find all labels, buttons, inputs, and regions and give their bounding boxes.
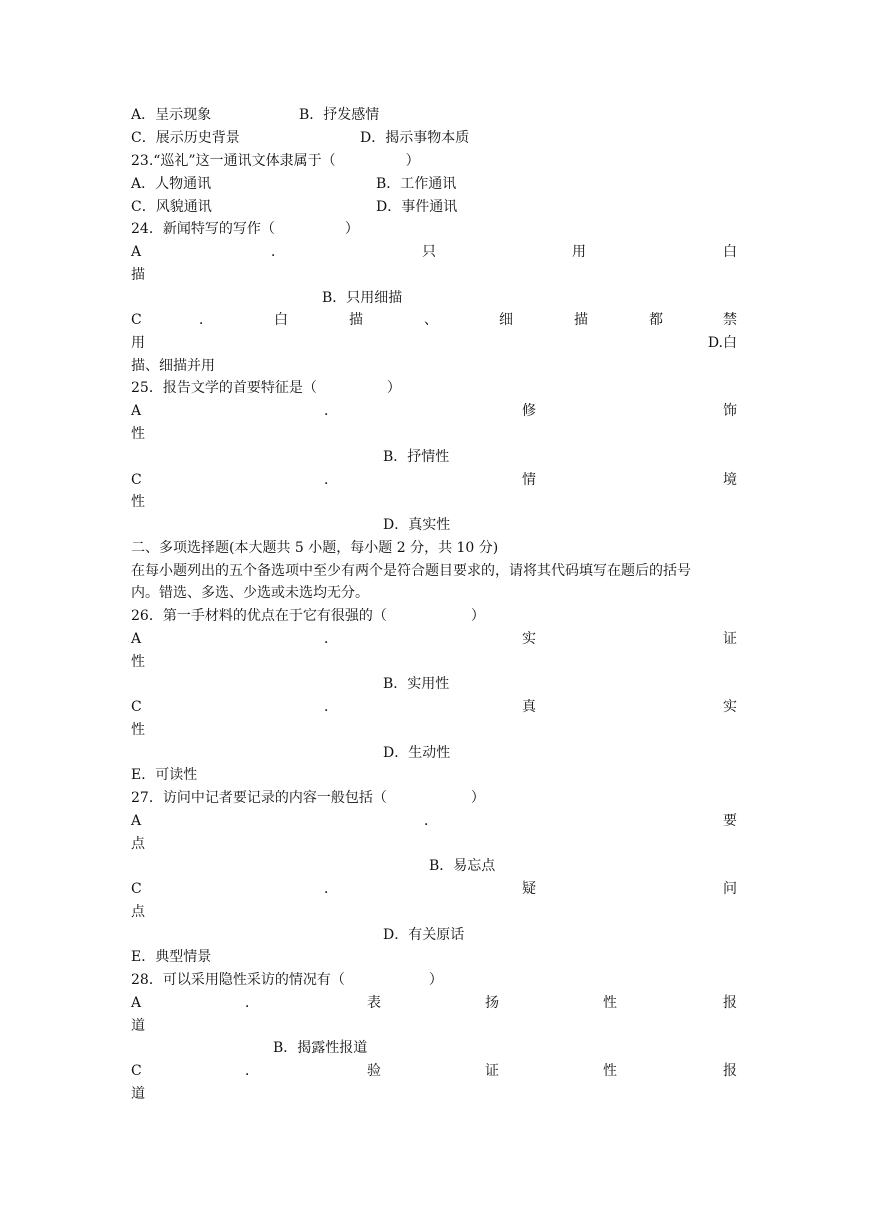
- q23-option-b: B．工作通讯: [376, 176, 457, 192]
- q26-option-c-char: 真: [522, 699, 536, 715]
- q24-option-a-letter: A: [131, 244, 142, 260]
- q26-option-b: B．实用性: [383, 676, 450, 692]
- q27-option-b: B．易忘点: [429, 858, 496, 874]
- q26-option-b-line: [131, 673, 737, 695]
- q25-option-c-char: 境: [723, 472, 737, 488]
- q26-stem: 26．第一手材料的优点在于它有很强的（ ）: [131, 608, 485, 624]
- q25-option-b-line: [131, 446, 737, 468]
- q24-option-c-letter: C: [131, 312, 142, 328]
- q27-option-c-dot: ．: [324, 881, 338, 897]
- q27-option-c-char: 问: [723, 881, 737, 897]
- q27-option-a-char: 点: [131, 836, 145, 852]
- q24-option-c-char: 都: [649, 312, 663, 328]
- q25-option-d: D．真实性: [383, 517, 451, 533]
- q25-option-a-dot: ．: [324, 403, 338, 419]
- q27-option-a-letter: A: [131, 813, 142, 829]
- q25-option-c-wrap: [131, 491, 737, 513]
- q24-option-c-char: 禁: [723, 312, 737, 328]
- q27-option-c-char: 点: [131, 904, 145, 920]
- q24-option-c-char: 描: [349, 312, 363, 328]
- q24-option-b: B．只用细描: [322, 290, 403, 306]
- q28-option-a-char: 性: [603, 995, 617, 1011]
- q25-option-c-letter: C: [131, 472, 142, 488]
- section-instruction-line-2: 内。错选、多选、少选或未选均无分。: [131, 585, 369, 601]
- q25-option-c-line: [131, 469, 737, 491]
- q28-option-c-char: 报: [723, 1063, 737, 1079]
- q28-option-a-char: 道: [131, 1018, 145, 1034]
- q27-option-e: E．典型情景: [131, 949, 212, 965]
- q26-option-c-letter: C: [131, 699, 142, 715]
- q24-option-a-wrap: [131, 264, 737, 286]
- q27-option-b-line: [131, 855, 737, 877]
- q22-option-a: A．呈示现象: [131, 107, 212, 123]
- q27-option-c-wrap: [131, 901, 737, 923]
- q28-option-c-char: 性: [603, 1063, 617, 1079]
- q25-stem: 25．报告文学的首要特征是（ ）: [131, 380, 401, 396]
- q26-option-c-char: 性: [131, 722, 145, 738]
- q27-option-a-dot: ．: [424, 813, 438, 829]
- q26-option-a-wrap: [131, 651, 737, 673]
- q26-option-a-line: [131, 628, 737, 650]
- q28-option-a-dot: ．: [245, 995, 259, 1011]
- q25-option-a-char: 性: [131, 426, 145, 442]
- q27-option-a-wrap: [131, 833, 737, 855]
- q28-option-a-char: 报: [723, 995, 737, 1011]
- q22-option-d: D．揭示事物本质: [360, 130, 470, 146]
- q26-option-d-line: [131, 742, 737, 764]
- q24-option-c-char: 细: [499, 312, 513, 328]
- q24-option-a-line: [131, 241, 737, 263]
- q28-stem: 28．可以采用隐性采访的情况有（ ）: [131, 972, 443, 988]
- q25-option-b: B．抒情性: [383, 449, 450, 465]
- q23-option-c: C．风貌通讯: [131, 199, 212, 215]
- q24-option-c-line: [131, 309, 737, 331]
- q25-option-c-char: 情: [522, 472, 536, 488]
- q28-option-a-letter: A: [131, 995, 142, 1011]
- q24-option-c-char: 白: [274, 312, 288, 328]
- q27-option-a-char: 要: [723, 813, 737, 829]
- q24-option-cd-line: [131, 332, 737, 354]
- q26-option-e-line: [131, 764, 737, 786]
- q27-option-a-line: [131, 810, 737, 832]
- q27-stem: 27．访问中记者要记录的内容一般包括（ ）: [131, 790, 485, 806]
- q23-option-d: D．事件通讯: [376, 199, 458, 215]
- q28-option-c-char: 验: [367, 1063, 381, 1079]
- q26-option-a-char: 证: [723, 631, 737, 647]
- q25-option-d-line: [131, 514, 737, 536]
- q24-option-d-rest: 描、细描并用: [131, 358, 215, 374]
- q22-options-row-1: [131, 104, 737, 126]
- q26-option-c-line: [131, 696, 737, 718]
- q25-option-a-char: 修: [522, 403, 536, 419]
- q23-option-a: A．人物通讯: [131, 176, 212, 192]
- q23-options-row-2: [131, 196, 737, 218]
- q26-option-a-char: 性: [131, 654, 145, 670]
- q25-option-a-wrap: [131, 423, 737, 445]
- q24-option-b-line: [131, 287, 737, 309]
- q25-option-a-char: 饰: [723, 403, 737, 419]
- q28-option-a-line: [131, 992, 737, 1014]
- q28-option-c-char: 道: [131, 1086, 145, 1102]
- q22-options-row-2: [131, 127, 737, 149]
- q24-option-c-dot: ．: [199, 312, 213, 328]
- q24-option-d-wrap: [131, 355, 737, 377]
- q24-option-c-char: 描: [574, 312, 588, 328]
- q28-option-a-char: 表: [367, 995, 381, 1011]
- q26-option-c-dot: ．: [324, 699, 338, 715]
- q28-option-a-char: 扬: [485, 995, 499, 1011]
- q27-option-c-letter: C: [131, 881, 142, 897]
- q26-option-c-char: 实: [723, 699, 737, 715]
- q24-option-a-dot: ．: [271, 244, 285, 260]
- q24-option-c-char: 、: [424, 312, 438, 328]
- q25-option-c-dot: ．: [324, 472, 338, 488]
- q23-options-row-1: [131, 173, 737, 195]
- q28-option-c-dot: ．: [245, 1063, 259, 1079]
- q26-option-d: D．生动性: [383, 745, 451, 761]
- q24-option-c-char: 用: [131, 335, 145, 351]
- q22-option-b: B．抒发感情: [299, 107, 380, 123]
- q26-option-c-wrap: [131, 719, 737, 741]
- q24-option-a-char: 描: [131, 267, 145, 283]
- q26-option-a-dot: ．: [324, 631, 338, 647]
- q28-option-c-line: [131, 1060, 737, 1082]
- q28-option-c-char: 证: [485, 1063, 499, 1079]
- q28-option-b: B．揭露性报道: [273, 1040, 368, 1056]
- q28-option-c-letter: C: [131, 1063, 142, 1079]
- q25-option-c-char: 性: [131, 494, 145, 510]
- section-heading: 二、多项选择题(本大题共 5 小题，每小题 2 分，共 10 分): [131, 540, 499, 556]
- q24-option-d-start: D.白: [707, 335, 737, 351]
- q23-stem: 23.“巡礼”这一通讯文体隶属于（ ）: [131, 153, 420, 169]
- q26-option-a-letter: A: [131, 631, 142, 647]
- q27-option-c-char: 疑: [522, 881, 536, 897]
- section-instruction-line-1: 在每小题列出的五个备选项中至少有两个是符合题目要求的，请将其代码填写在题后的括号: [131, 563, 691, 579]
- q28-option-b-line: [131, 1037, 737, 1059]
- q24-option-a-char: 白: [723, 244, 737, 260]
- q24-option-a-char: 只: [422, 244, 436, 260]
- q24-stem: 24．新闻特写的写作（ ）: [131, 221, 359, 237]
- q27-option-d-line: [131, 924, 737, 946]
- q26-option-a-char: 实: [522, 631, 536, 647]
- q24-option-a-char: 用: [572, 244, 586, 260]
- q27-option-c-line: [131, 878, 737, 900]
- q25-option-a-letter: A: [131, 403, 142, 419]
- q25-option-a-line: [131, 400, 737, 422]
- q28-option-a-wrap: [131, 1015, 737, 1037]
- q27-option-e-line: [131, 946, 737, 968]
- q27-option-d: D．有关原话: [383, 927, 465, 943]
- q26-option-e: E．可读性: [131, 767, 198, 783]
- q28-option-c-wrap: [131, 1083, 737, 1105]
- q22-option-c: C．展示历史背景: [131, 130, 240, 146]
